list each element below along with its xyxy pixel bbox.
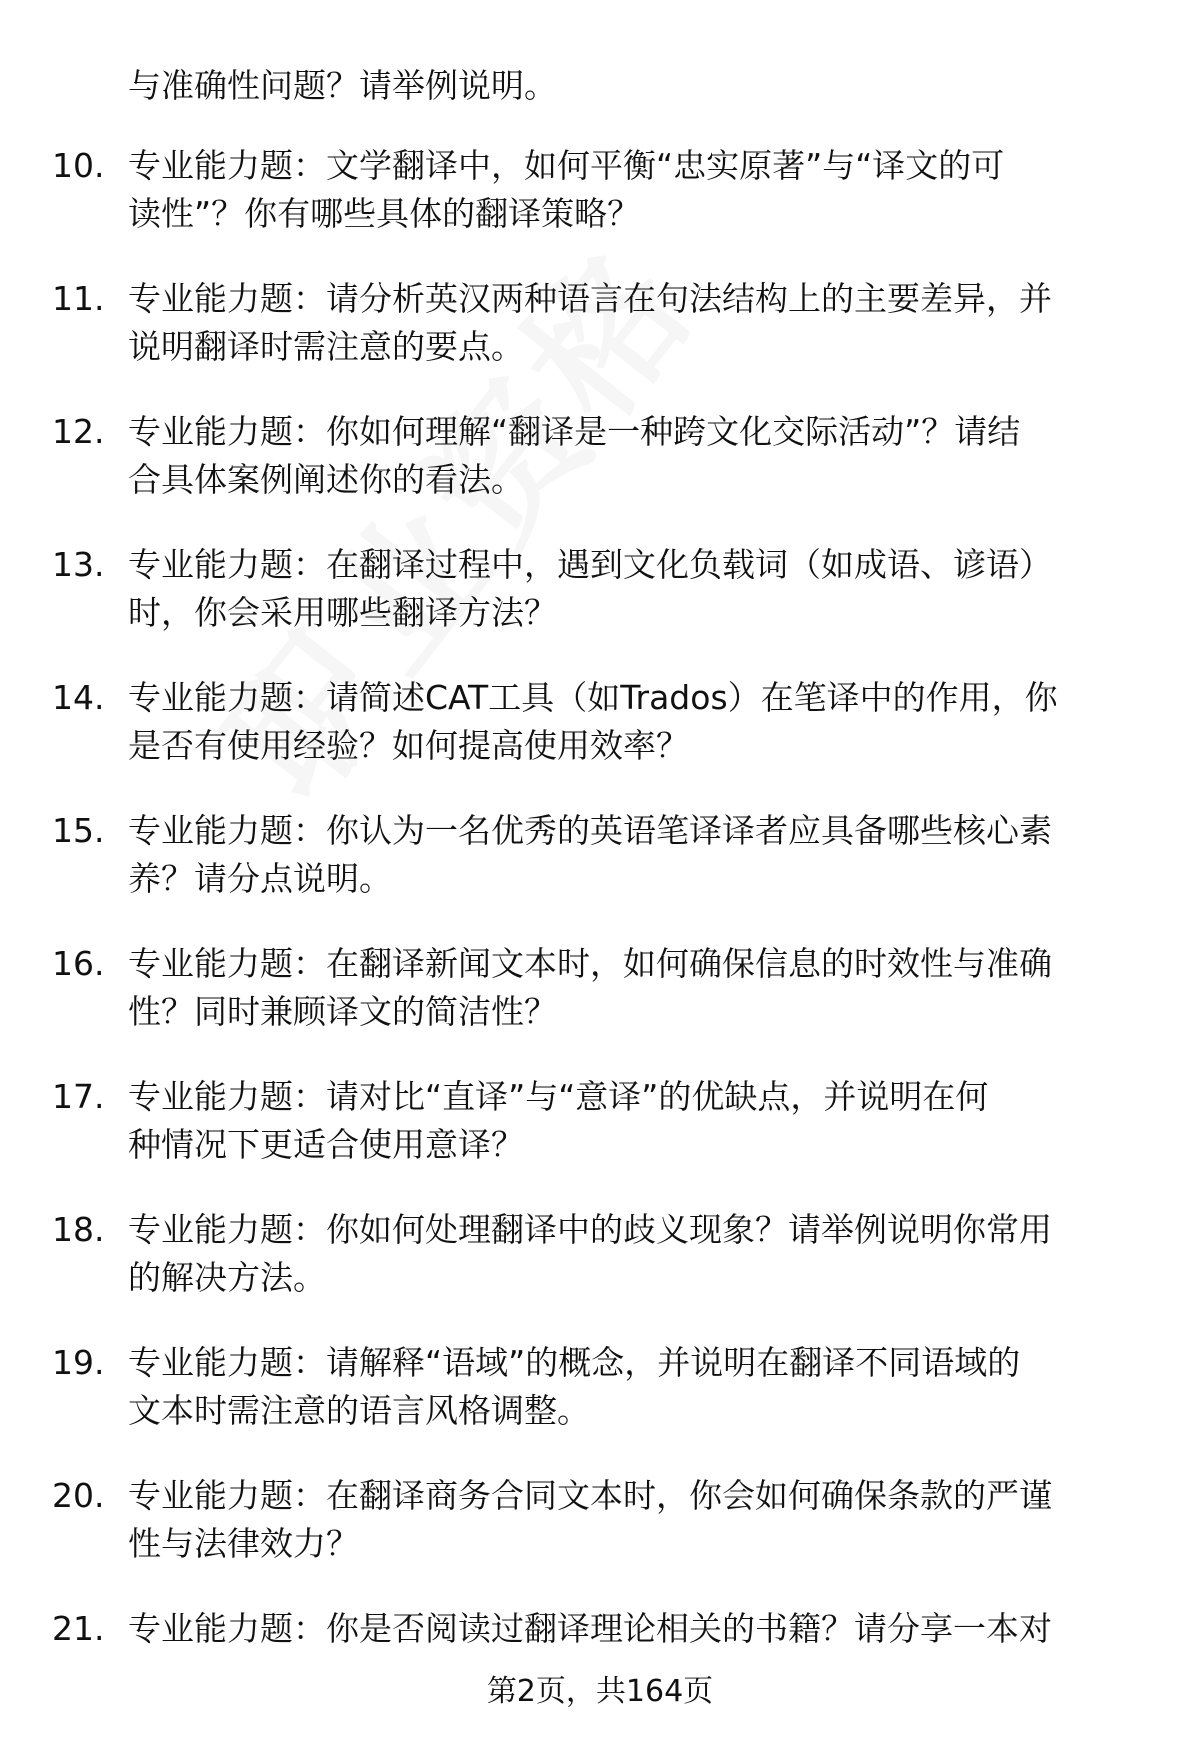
question-item bbox=[0, 1073, 1200, 1206]
question-text: 专业能力题：你认为一名优秀的英语笔译译者应具备哪些核心素 养？请分点说明。 bbox=[128, 811, 1052, 898]
question-number: 16. bbox=[52, 944, 105, 983]
question-number: 13. bbox=[52, 545, 105, 584]
question-number: 20. bbox=[52, 1476, 105, 1515]
question-item bbox=[0, 1206, 1200, 1339]
continued-question-line: 与准确性问题？请举例说明。 bbox=[128, 66, 557, 105]
question-number: 11. bbox=[52, 279, 105, 318]
question-text: 专业能力题：文学翻译中，如何平衡“忠实原著”与“译文的可 读性”？你有哪些具体的翻译策略？ bbox=[128, 146, 1005, 233]
question-item bbox=[0, 1339, 1200, 1472]
question-text: 专业能力题：你如何处理翻译中的歧义现象？请举例说明你常用 的解决方法。 bbox=[128, 1210, 1052, 1297]
question-item bbox=[0, 807, 1200, 940]
question-number: 21. bbox=[52, 1609, 105, 1648]
question-item bbox=[0, 1472, 1200, 1605]
question-item bbox=[0, 408, 1200, 541]
question-text: 专业能力题：在翻译商务合同文本时，你会如何确保条款的严谨 性与法律效力？ bbox=[128, 1476, 1052, 1563]
question-list bbox=[0, 142, 1200, 1738]
page-number-footer: 第2页，共164页 bbox=[486, 1674, 714, 1709]
question-text: 专业能力题：请解释“语域”的概念，并说明在翻译不同语域的 文本时需注意的语言风格调整。 bbox=[128, 1343, 1021, 1430]
question-number: 15. bbox=[52, 811, 105, 850]
question-text: 专业能力题：在翻译新闻文本时，如何确保信息的时效性与准确 性？同时兼顾译文的简洁性？ bbox=[128, 944, 1052, 1031]
question-item bbox=[0, 142, 1200, 275]
question-number: 10. bbox=[52, 146, 105, 185]
question-item bbox=[0, 940, 1200, 1073]
question-text: 专业能力题：请分析英汉两种语言在句法结构上的主要差异，并 说明翻译时需注意的要点。 bbox=[128, 279, 1052, 366]
question-number: 18. bbox=[52, 1210, 105, 1249]
question-number: 12. bbox=[52, 412, 105, 451]
question-text: 专业能力题：请简述CAT工具（如Trados）在笔译中的作用，你 是否有使用经验？如何提高使用效率？ bbox=[128, 678, 1058, 765]
question-item bbox=[0, 541, 1200, 674]
question-text: 专业能力题：请对比“直译”与“意译”的优缺点，并说明在何 种情况下更适合使用意译？ bbox=[128, 1077, 989, 1164]
question-item bbox=[0, 275, 1200, 408]
question-text: 专业能力题：你是否阅读过翻译理论相关的书籍？请分享一本对 bbox=[128, 1609, 1052, 1648]
question-number: 14. bbox=[52, 678, 105, 717]
question-number: 19. bbox=[52, 1343, 105, 1382]
question-number: 17. bbox=[52, 1077, 105, 1116]
question-text: 专业能力题：你如何理解“翻译是一种跨文化交际活动”？请结 合具体案例阐述你的看法。 bbox=[128, 412, 1021, 499]
question-item bbox=[0, 674, 1200, 807]
question-text: 专业能力题：在翻译过程中，遇到文化负载词（如成语、谚语） 时，你会采用哪些翻译方法？ bbox=[128, 545, 1052, 632]
